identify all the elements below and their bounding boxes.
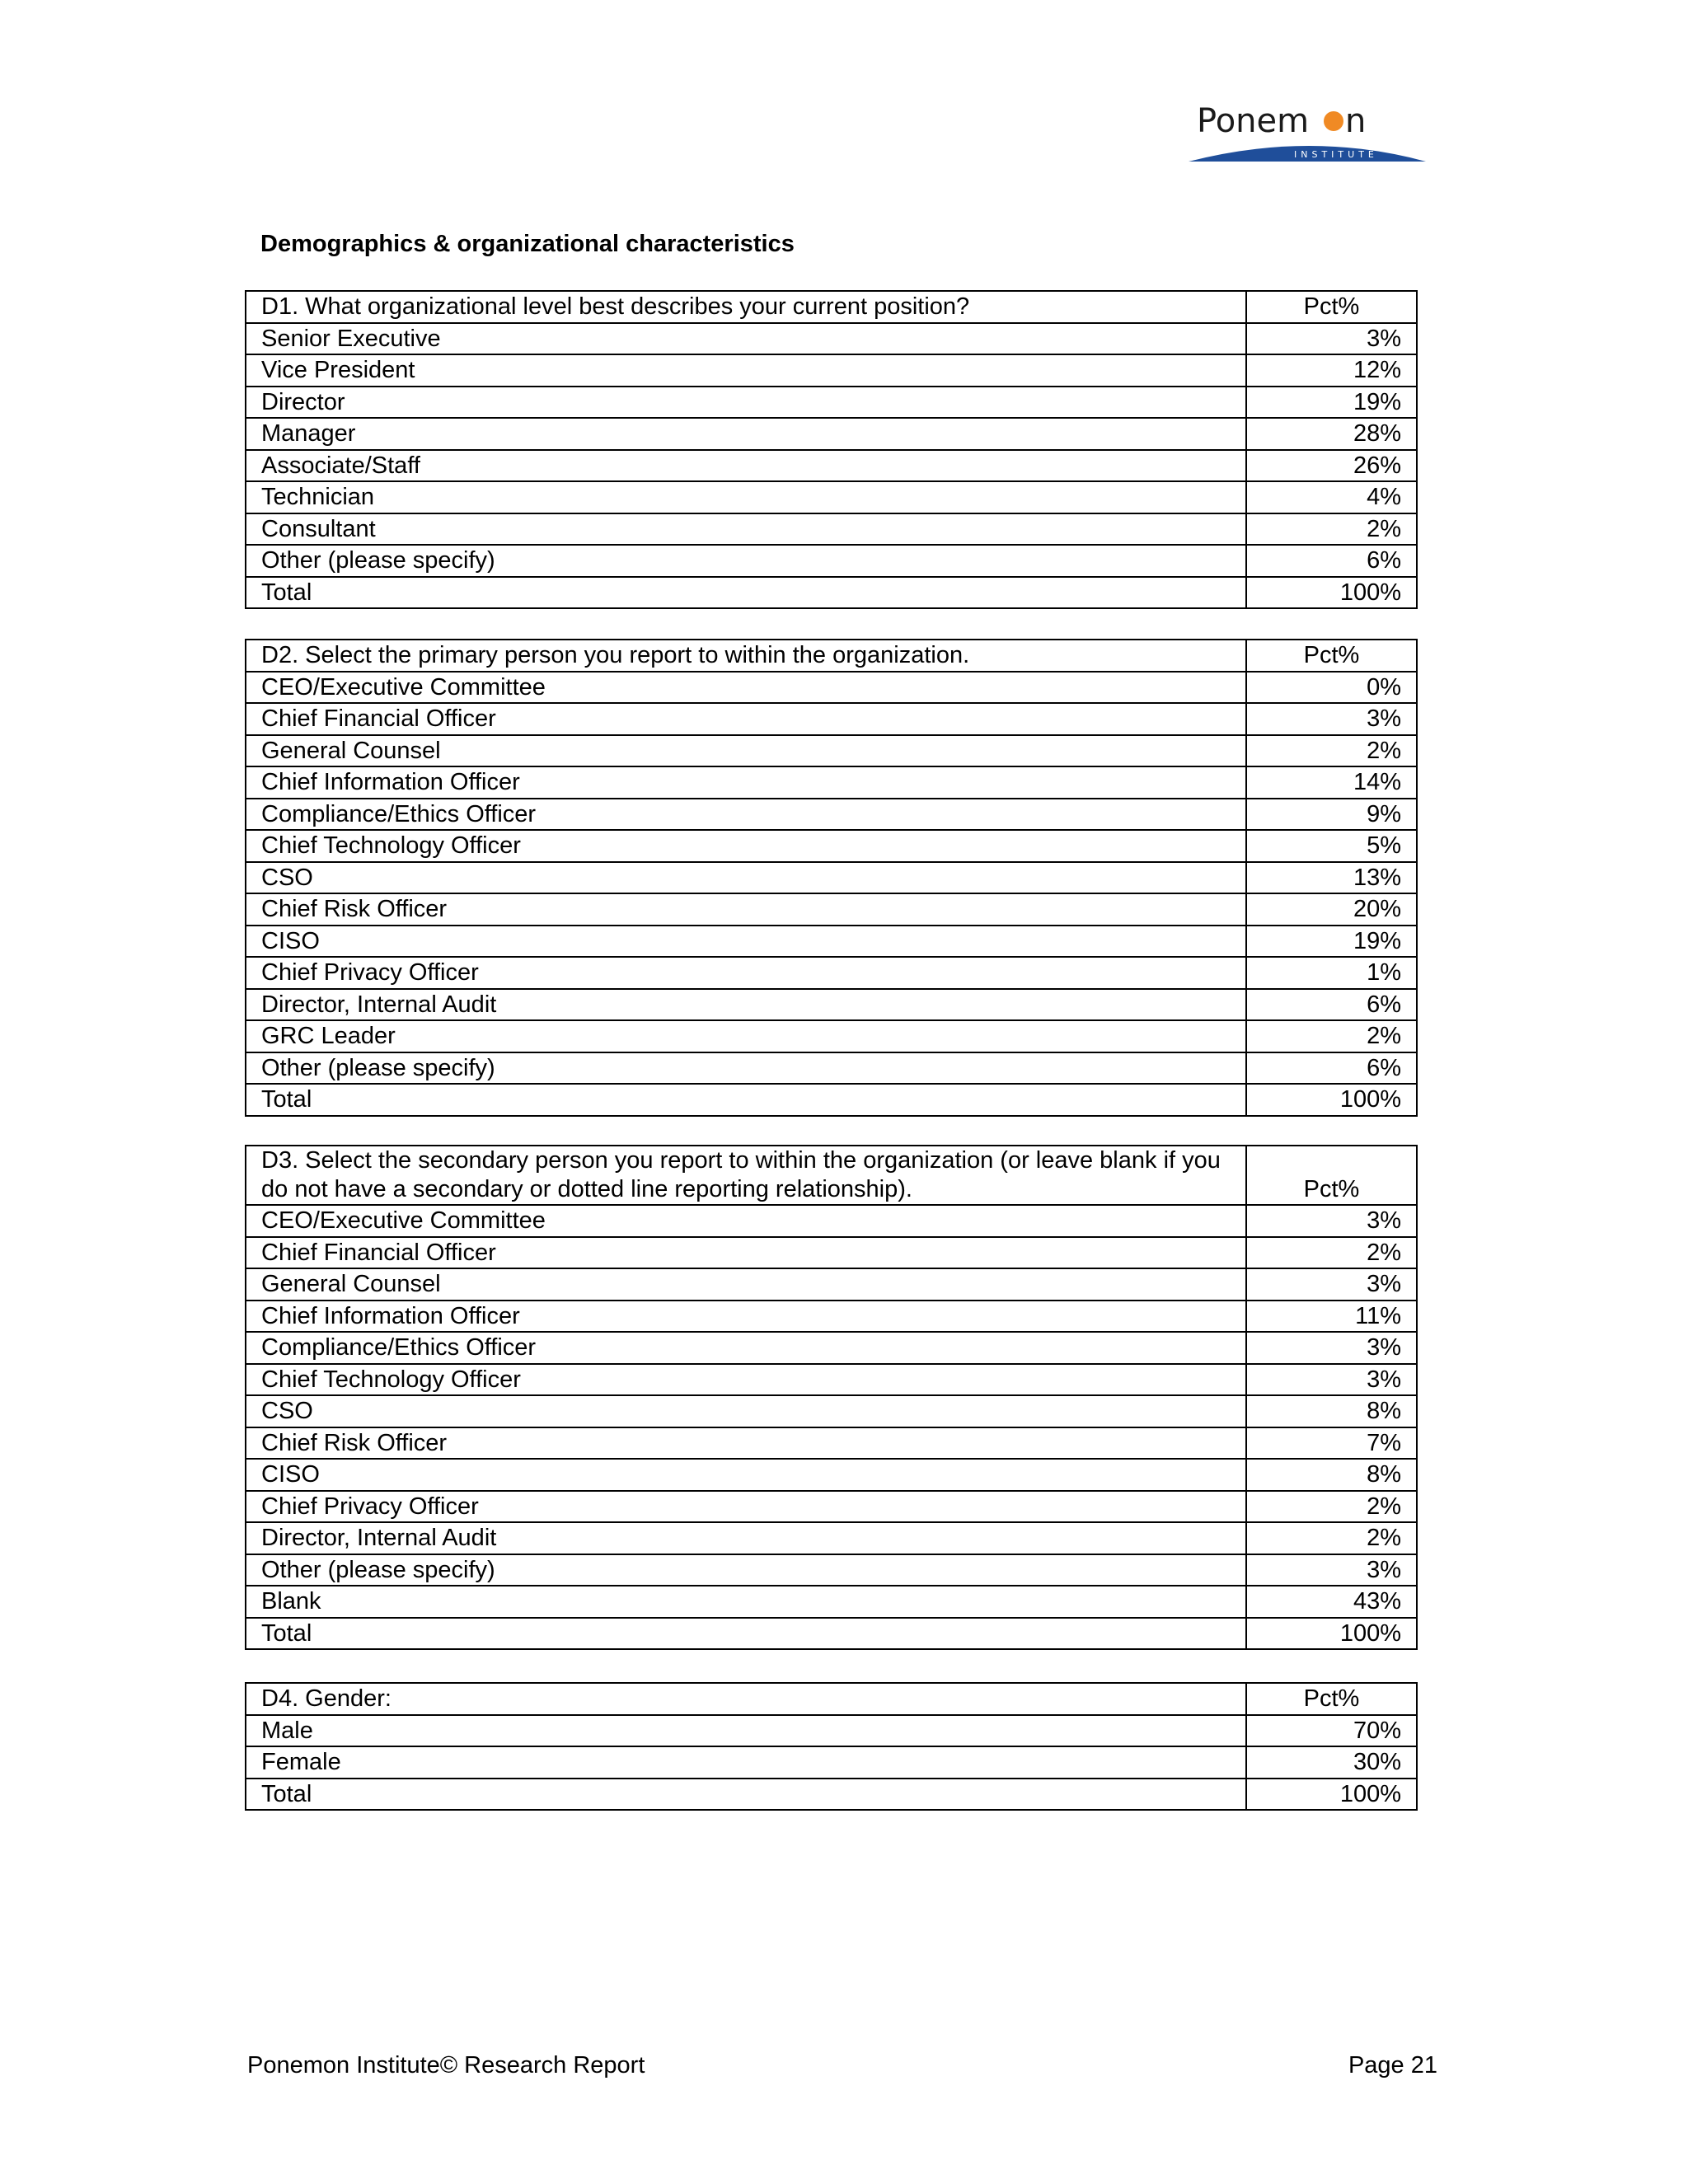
table-row bbox=[246, 545, 1417, 577]
table-row bbox=[246, 989, 1417, 1021]
table-row bbox=[246, 577, 1417, 609]
row-pct-value: 2% bbox=[1246, 735, 1417, 767]
row-pct-value: 43% bbox=[1246, 1586, 1417, 1618]
row-label: Associate/Staff bbox=[246, 450, 1246, 482]
row-label: Chief Technology Officer bbox=[246, 830, 1246, 862]
row-pct-value: 3% bbox=[1246, 1268, 1417, 1301]
table-row bbox=[246, 830, 1417, 862]
table-row bbox=[246, 1301, 1417, 1333]
row-pct-value: 3% bbox=[1246, 703, 1417, 735]
question-text: D3. Select the secondary person you report to within the organization (or leave blank if you do not have a secondary or dotted line reporting relationship). bbox=[246, 1146, 1246, 1205]
row-label: Director, Internal Audit bbox=[246, 989, 1246, 1021]
footer-page-number: Page 21 bbox=[1348, 2052, 1437, 2079]
table-row bbox=[246, 926, 1417, 958]
section-title: Demographics & organizational characteristics bbox=[260, 231, 795, 257]
row-label: Other (please specify) bbox=[246, 1052, 1246, 1085]
row-label: Chief Privacy Officer bbox=[246, 957, 1246, 989]
table-row bbox=[246, 323, 1417, 355]
table-row bbox=[246, 481, 1417, 513]
row-pct-value: 70% bbox=[1246, 1715, 1417, 1747]
table-row bbox=[246, 1586, 1417, 1618]
question-header-row bbox=[246, 1146, 1417, 1205]
row-pct-value: 2% bbox=[1246, 1522, 1417, 1554]
table-row bbox=[246, 1522, 1417, 1554]
row-pct-value: 3% bbox=[1246, 323, 1417, 355]
row-pct-value: 19% bbox=[1246, 926, 1417, 958]
row-pct-value: 100% bbox=[1246, 577, 1417, 609]
row-pct-value: 26% bbox=[1246, 450, 1417, 482]
row-pct-value: 6% bbox=[1246, 545, 1417, 577]
row-label: GRC Leader bbox=[246, 1020, 1246, 1052]
row-pct-value: 3% bbox=[1246, 1332, 1417, 1364]
table-row bbox=[246, 1268, 1417, 1301]
row-label: Senior Executive bbox=[246, 323, 1246, 355]
table-row bbox=[246, 450, 1417, 482]
row-label: Consultant bbox=[246, 513, 1246, 546]
row-label: Vice President bbox=[246, 354, 1246, 387]
row-pct-value: 5% bbox=[1246, 830, 1417, 862]
table-row bbox=[246, 418, 1417, 450]
row-label: Chief Risk Officer bbox=[246, 893, 1246, 926]
row-pct-value: 100% bbox=[1246, 1084, 1417, 1116]
row-label: Chief Privacy Officer bbox=[246, 1491, 1246, 1523]
row-pct-value: 8% bbox=[1246, 1459, 1417, 1491]
table-row bbox=[246, 862, 1417, 894]
pct-column-header: Pct% bbox=[1246, 291, 1417, 323]
row-pct-value: 13% bbox=[1246, 862, 1417, 894]
table-row bbox=[246, 1020, 1417, 1052]
row-pct-value: 9% bbox=[1246, 799, 1417, 831]
row-label: Chief Information Officer bbox=[246, 1301, 1246, 1333]
row-pct-value: 100% bbox=[1246, 1779, 1417, 1811]
row-label: Male bbox=[246, 1715, 1246, 1747]
row-pct-value: 19% bbox=[1246, 387, 1417, 419]
table-d4-gender bbox=[245, 1682, 1418, 1811]
row-label: Technician bbox=[246, 481, 1246, 513]
row-pct-value: 11% bbox=[1246, 1301, 1417, 1333]
row-label: Chief Technology Officer bbox=[246, 1364, 1246, 1396]
table-row bbox=[246, 1746, 1417, 1779]
table-row bbox=[246, 387, 1417, 419]
table-d1-organizational-level bbox=[245, 290, 1418, 609]
table-row bbox=[246, 1715, 1417, 1747]
pct-column-header: Pct% bbox=[1246, 1146, 1417, 1205]
table-row bbox=[246, 1491, 1417, 1523]
row-pct-value: 14% bbox=[1246, 766, 1417, 799]
table-row bbox=[246, 1237, 1417, 1269]
row-pct-value: 6% bbox=[1246, 989, 1417, 1021]
row-label: Total bbox=[246, 1618, 1246, 1650]
logo-text-part2: n bbox=[1345, 102, 1367, 140]
question-text: D1. What organizational level best describes your current position? bbox=[246, 291, 1246, 323]
row-pct-value: 2% bbox=[1246, 1020, 1417, 1052]
logo-subtitle: INSTITUTE bbox=[1294, 149, 1378, 160]
row-label: Director bbox=[246, 387, 1246, 419]
row-label: CSO bbox=[246, 862, 1246, 894]
row-pct-value: 20% bbox=[1246, 893, 1417, 926]
row-pct-value: 12% bbox=[1246, 354, 1417, 387]
table-row bbox=[246, 1779, 1417, 1811]
table-row bbox=[246, 672, 1417, 704]
footer-report-name: Ponemon Institute© Research Report bbox=[247, 2052, 645, 2079]
row-label: Other (please specify) bbox=[246, 1554, 1246, 1586]
table-row bbox=[246, 1459, 1417, 1491]
row-label: Compliance/Ethics Officer bbox=[246, 799, 1246, 831]
logo-text-part1: Ponem bbox=[1197, 102, 1310, 140]
question-text: D4. Gender: bbox=[246, 1683, 1246, 1715]
table-row bbox=[246, 1332, 1417, 1364]
table-row bbox=[246, 354, 1417, 387]
question-header-row bbox=[246, 640, 1417, 672]
table-row bbox=[246, 1427, 1417, 1460]
row-label: Female bbox=[246, 1746, 1246, 1779]
row-pct-value: 2% bbox=[1246, 513, 1417, 546]
table-row bbox=[246, 1364, 1417, 1396]
table-row bbox=[246, 957, 1417, 989]
table-row bbox=[246, 735, 1417, 767]
table-row bbox=[246, 799, 1417, 831]
question-header-row bbox=[246, 291, 1417, 323]
row-label: CSO bbox=[246, 1395, 1246, 1427]
row-pct-value: 3% bbox=[1246, 1554, 1417, 1586]
row-label: Blank bbox=[246, 1586, 1246, 1618]
table-row bbox=[246, 1205, 1417, 1237]
row-label: Manager bbox=[246, 418, 1246, 450]
table-row bbox=[246, 1084, 1417, 1116]
row-pct-value: 1% bbox=[1246, 957, 1417, 989]
table-row bbox=[246, 1052, 1417, 1085]
row-pct-value: 2% bbox=[1246, 1491, 1417, 1523]
table-row bbox=[246, 893, 1417, 926]
row-label: Total bbox=[246, 1084, 1246, 1116]
row-pct-value: 0% bbox=[1246, 672, 1417, 704]
row-label: CISO bbox=[246, 926, 1246, 958]
pct-column-header: Pct% bbox=[1246, 640, 1417, 672]
row-pct-value: 4% bbox=[1246, 481, 1417, 513]
table-row bbox=[246, 703, 1417, 735]
row-pct-value: 3% bbox=[1246, 1205, 1417, 1237]
row-label: Chief Financial Officer bbox=[246, 703, 1246, 735]
row-label: General Counsel bbox=[246, 1268, 1246, 1301]
row-pct-value: 6% bbox=[1246, 1052, 1417, 1085]
row-label: CISO bbox=[246, 1459, 1246, 1491]
question-header-row bbox=[246, 1683, 1417, 1715]
row-pct-value: 30% bbox=[1246, 1746, 1417, 1779]
row-label: Chief Information Officer bbox=[246, 766, 1246, 799]
table-row bbox=[246, 513, 1417, 546]
row-pct-value: 3% bbox=[1246, 1364, 1417, 1396]
row-label: General Counsel bbox=[246, 735, 1246, 767]
table-d3-secondary-report bbox=[245, 1145, 1418, 1650]
row-pct-value: 8% bbox=[1246, 1395, 1417, 1427]
row-label: Director, Internal Audit bbox=[246, 1522, 1246, 1554]
row-label: Total bbox=[246, 1779, 1246, 1811]
table-row bbox=[246, 1618, 1417, 1650]
row-label: Other (please specify) bbox=[246, 545, 1246, 577]
pct-column-header: Pct% bbox=[1246, 1683, 1417, 1715]
row-pct-value: 2% bbox=[1246, 1237, 1417, 1269]
row-label: Chief Financial Officer bbox=[246, 1237, 1246, 1269]
row-pct-value: 28% bbox=[1246, 418, 1417, 450]
ponemon-logo bbox=[1187, 97, 1434, 171]
table-row bbox=[246, 1554, 1417, 1586]
row-label: Compliance/Ethics Officer bbox=[246, 1332, 1246, 1364]
table-d2-primary-report bbox=[245, 639, 1418, 1117]
row-pct-value: 100% bbox=[1246, 1618, 1417, 1650]
question-text: D2. Select the primary person you report to within the organization. bbox=[246, 640, 1246, 672]
row-label: CEO/Executive Committee bbox=[246, 672, 1246, 704]
row-pct-value: 7% bbox=[1246, 1427, 1417, 1460]
logo-sun-icon bbox=[1324, 111, 1343, 131]
row-label: CEO/Executive Committee bbox=[246, 1205, 1246, 1237]
table-row bbox=[246, 1395, 1417, 1427]
row-label: Chief Risk Officer bbox=[246, 1427, 1246, 1460]
table-row bbox=[246, 766, 1417, 799]
row-label: Total bbox=[246, 577, 1246, 609]
